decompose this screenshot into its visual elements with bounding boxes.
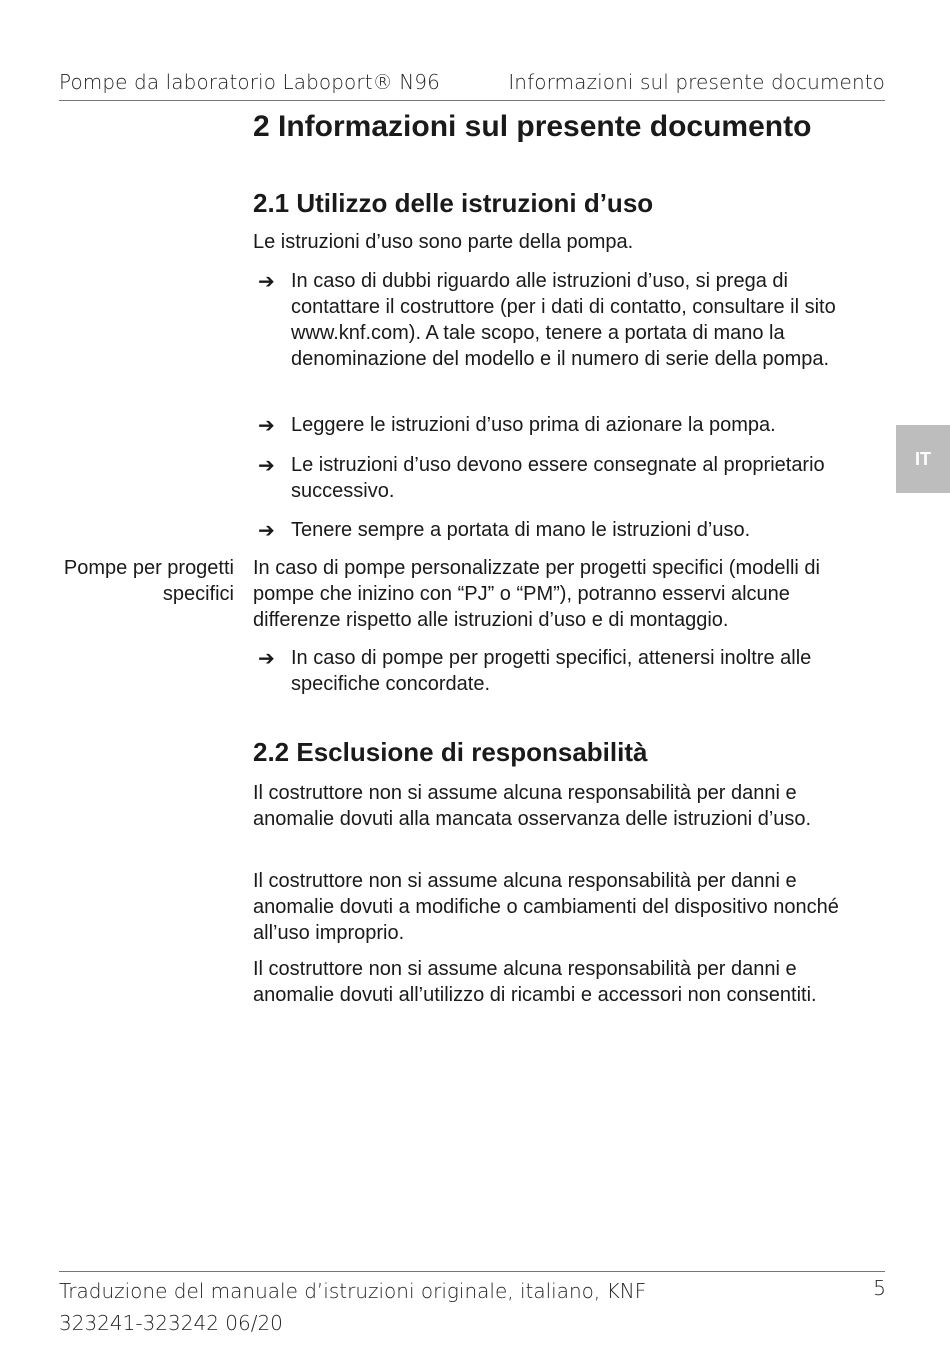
- list-item-text: Leggere le istruzioni d’uso prima di azionare la pompa.: [291, 414, 776, 436]
- arrow-right-icon: ➔: [258, 646, 275, 670]
- footer-line-2: 323241-323242 06/20: [59, 1311, 283, 1335]
- page-number: 5: [873, 1276, 886, 1300]
- arrow-right-icon: ➔: [258, 453, 275, 477]
- footer-line-1: Traduzione del manuale d’istruzioni originale, italiano, KNF: [59, 1279, 647, 1303]
- liability-paragraph: Il costruttore non si assume alcuna responsabilità per danni e anomalie dovuti a modifiche o cambiamenti del dispositivo nonché all’uso improprio.: [253, 870, 839, 944]
- custom-pumps-paragraph: In caso di pompe personalizzate per progetti specifici (modelli di pompe che inizino con “PJ” o “PM”), potranno esservi alcune differenze rispetto alle istruzioni d’uso e di montaggio.: [253, 557, 820, 631]
- header-right-title: Informazioni sul presente documento: [508, 70, 885, 94]
- header-divider: [59, 100, 885, 101]
- arrow-right-icon: ➔: [258, 269, 275, 293]
- list-item: [258, 452, 878, 504]
- list-item-text: In caso di dubbi riguardo alle istruzioni d’uso, si prega di contattare il costruttore (per i dati di contatto, consultare il sito www.knf.com). A tale scopo, tenere a portata di mano la denominazione del modello e il numero di serie della pompa.: [291, 270, 836, 370]
- list-item: [258, 268, 878, 372]
- list-item: [258, 517, 878, 543]
- footer-text: [59, 1275, 646, 1339]
- liability-paragraph: Il costruttore non si assume alcuna responsabilità per danni e anomalie dovuti alla mancata osservanza delle istruzioni d’uso.: [253, 782, 812, 830]
- arrow-right-icon: ➔: [258, 413, 275, 437]
- section-heading-2-2: 2.2 Esclusione di responsabilità: [253, 737, 648, 767]
- language-tab: IT: [896, 425, 950, 493]
- section-heading-2-1: 2.1 Utilizzo delle istruzioni d’uso: [253, 188, 654, 218]
- margin-note: Pompe per progetti specifici: [63, 557, 234, 605]
- list-item-text: Le istruzioni d’uso devono essere consegnate al proprietario successivo.: [291, 454, 825, 502]
- section-intro: Le istruzioni d’uso sono parte della pompa.: [253, 231, 634, 253]
- header-left-title: Pompe da laboratorio Laboport® N96: [59, 70, 440, 94]
- footer-divider: [59, 1271, 885, 1272]
- list-item: [258, 645, 878, 697]
- liability-paragraph: Il costruttore non si assume alcuna responsabilità per danni e anomalie dovuti all’utilizzo di ricambi e accessori non consentiti.: [253, 958, 817, 1006]
- list-item-text: Tenere sempre a portata di mano le istruzioni d’uso.: [291, 519, 751, 541]
- arrow-right-icon: ➔: [258, 518, 275, 542]
- list-item: [258, 412, 878, 438]
- chapter-title: 2 Informazioni sul presente documento: [253, 110, 812, 143]
- list-item-text: In caso di pompe per progetti specifici, attenersi inoltre alle specifiche concordate.: [291, 647, 812, 695]
